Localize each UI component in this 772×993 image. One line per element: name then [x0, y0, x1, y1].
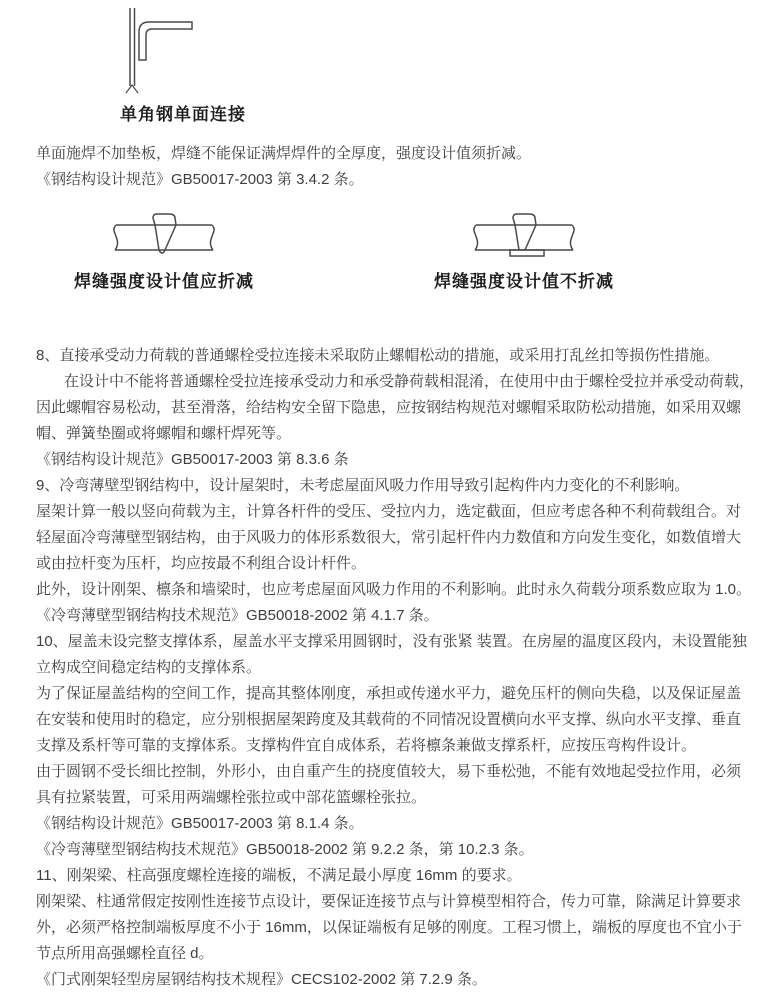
paragraph: 由于圆钢不受长细比控制，外形小，由自重产生的挠度值较大，易下垂松弛，不能有效地起受拉作用，必须具有拉紧装置，可采用两端螺栓张拉或中部花篮螺栓张拉。	[36, 763, 742, 806]
code-reference: 《门式刚架轻型房屋钢结构技术规程》CECS102-2002 第 7.2.9 条。	[36, 971, 487, 988]
code-reference: 《钢结构设计规范》GB50017-2003 第 3.4.2 条。	[36, 171, 364, 188]
code-reference: 《钢结构设计规范》GB50017-2003 第 8.1.4 条。	[36, 815, 364, 832]
paragraph: 屋架计算一般以竖向荷载为主，计算各杆件的受压、受拉内力，选定截面，但应考虑各种不利荷载组合。对轻屋面冷弯薄壁型钢结构，由于风吸力的体形系数很大，常引起杆件内力数值和方向发生变化，如数值增大或由拉杆变为压杆，均应按最不利组合设计杆件。	[36, 503, 742, 572]
sections-block	[36, 343, 754, 993]
weld-figures-row	[36, 209, 754, 295]
section-10	[36, 629, 754, 863]
butt-weld-without-backing-icon	[106, 209, 222, 263]
section-heading: 8、直接承受动力荷载的普通螺栓受拉连接未采取防止螺帽松动的措施，或采用打乱丝扣等损伤性措施。	[36, 347, 720, 364]
section-heading: 10、屋盖未设完整支撑体系，屋盖水平支撑采用圆钢时，没有张紧 装置。在房屋的温度区段内，未设置能独立构成空间稳定结构的支撑体系。	[36, 633, 747, 676]
section-heading: 11、刚架梁、柱高强度螺栓连接的端板，不满足最小厚度 16mm 的要求。	[36, 867, 522, 884]
figure-caption: 焊缝强度设计值不折减	[434, 272, 614, 291]
butt-weld-with-backing-icon	[466, 209, 582, 263]
figure-caption: 焊缝强度设计值应折减	[74, 272, 254, 291]
weld-figure-reduced	[64, 209, 264, 292]
paragraph: 单面施焊不加垫板，焊缝不能保证满焊焊件的全厚度，强度设计值须折减。	[36, 145, 532, 162]
code-reference: 《冷弯薄壁型钢结构技术规范》GB50018-2002 第 4.1.7 条。	[36, 607, 439, 624]
weld-figure-not-reduced	[424, 209, 624, 292]
section-heading: 9、冷弯薄壁型钢结构中，设计屋架时，未考虑屋面风吸力作用导致引起构件内力变化的不利影响。	[36, 477, 690, 494]
section-11	[36, 863, 754, 993]
paragraph: 此外，设计刚架、檩条和墙梁时，也应考虑屋面风吸力作用的不利影响。此时永久荷载分项系数应取为 1.0。	[36, 581, 752, 598]
paragraph: 在设计中不能将普通螺栓受拉连接承受动力和承受静荷载相混淆，在使用中由于螺栓受拉并承受动荷载，因此螺帽容易松动，甚至滑落，给结构安全留下隐患，应按钢结构规范对螺帽采取防松动措施，如采用双螺帽、弹簧垫圈或将螺帽和螺杆焊死等。	[36, 373, 755, 442]
intro-block	[36, 141, 754, 193]
code-reference: 《钢结构设计规范》GB50017-2003 第 8.3.6 条	[36, 451, 349, 468]
angle-steel-figure	[120, 6, 270, 125]
angle-steel-single-side-connection-icon	[122, 6, 252, 98]
section-8	[36, 343, 754, 473]
paragraph: 为了保证屋盖结构的空间工作，提高其整体刚度，承担或传递水平力，避免压杆的侧向失稳，以及保证屋盖在安装和使用时的稳定，应分别根据屋架跨度及其载荷的不同情况设置横向水平支撑、纵向水平支撑、垂直支撑及系杆等可靠的支撑体系。支撑构件宜自成体系，若将檩条兼做支撑系杆，应按压弯构件设计。	[36, 685, 742, 754]
paragraph: 刚架梁、柱通常假定按刚性连接节点设计，要保证连接节点与计算模型相符合，传力可靠，除满足计算要求外，必须严格控制端板厚度不小于 16mm，以保证端板有足够的刚度。工程习惯上，端板的厚度也不宜小于节点所用高强螺栓直径 d。	[36, 893, 742, 962]
figure-caption: 单角钢单面连接	[120, 105, 246, 124]
section-9	[36, 473, 754, 629]
code-reference: 《冷弯薄壁型钢结构技术规范》GB50018-2002 第 9.2.2 条，第 10.2.3 条。	[36, 841, 534, 858]
